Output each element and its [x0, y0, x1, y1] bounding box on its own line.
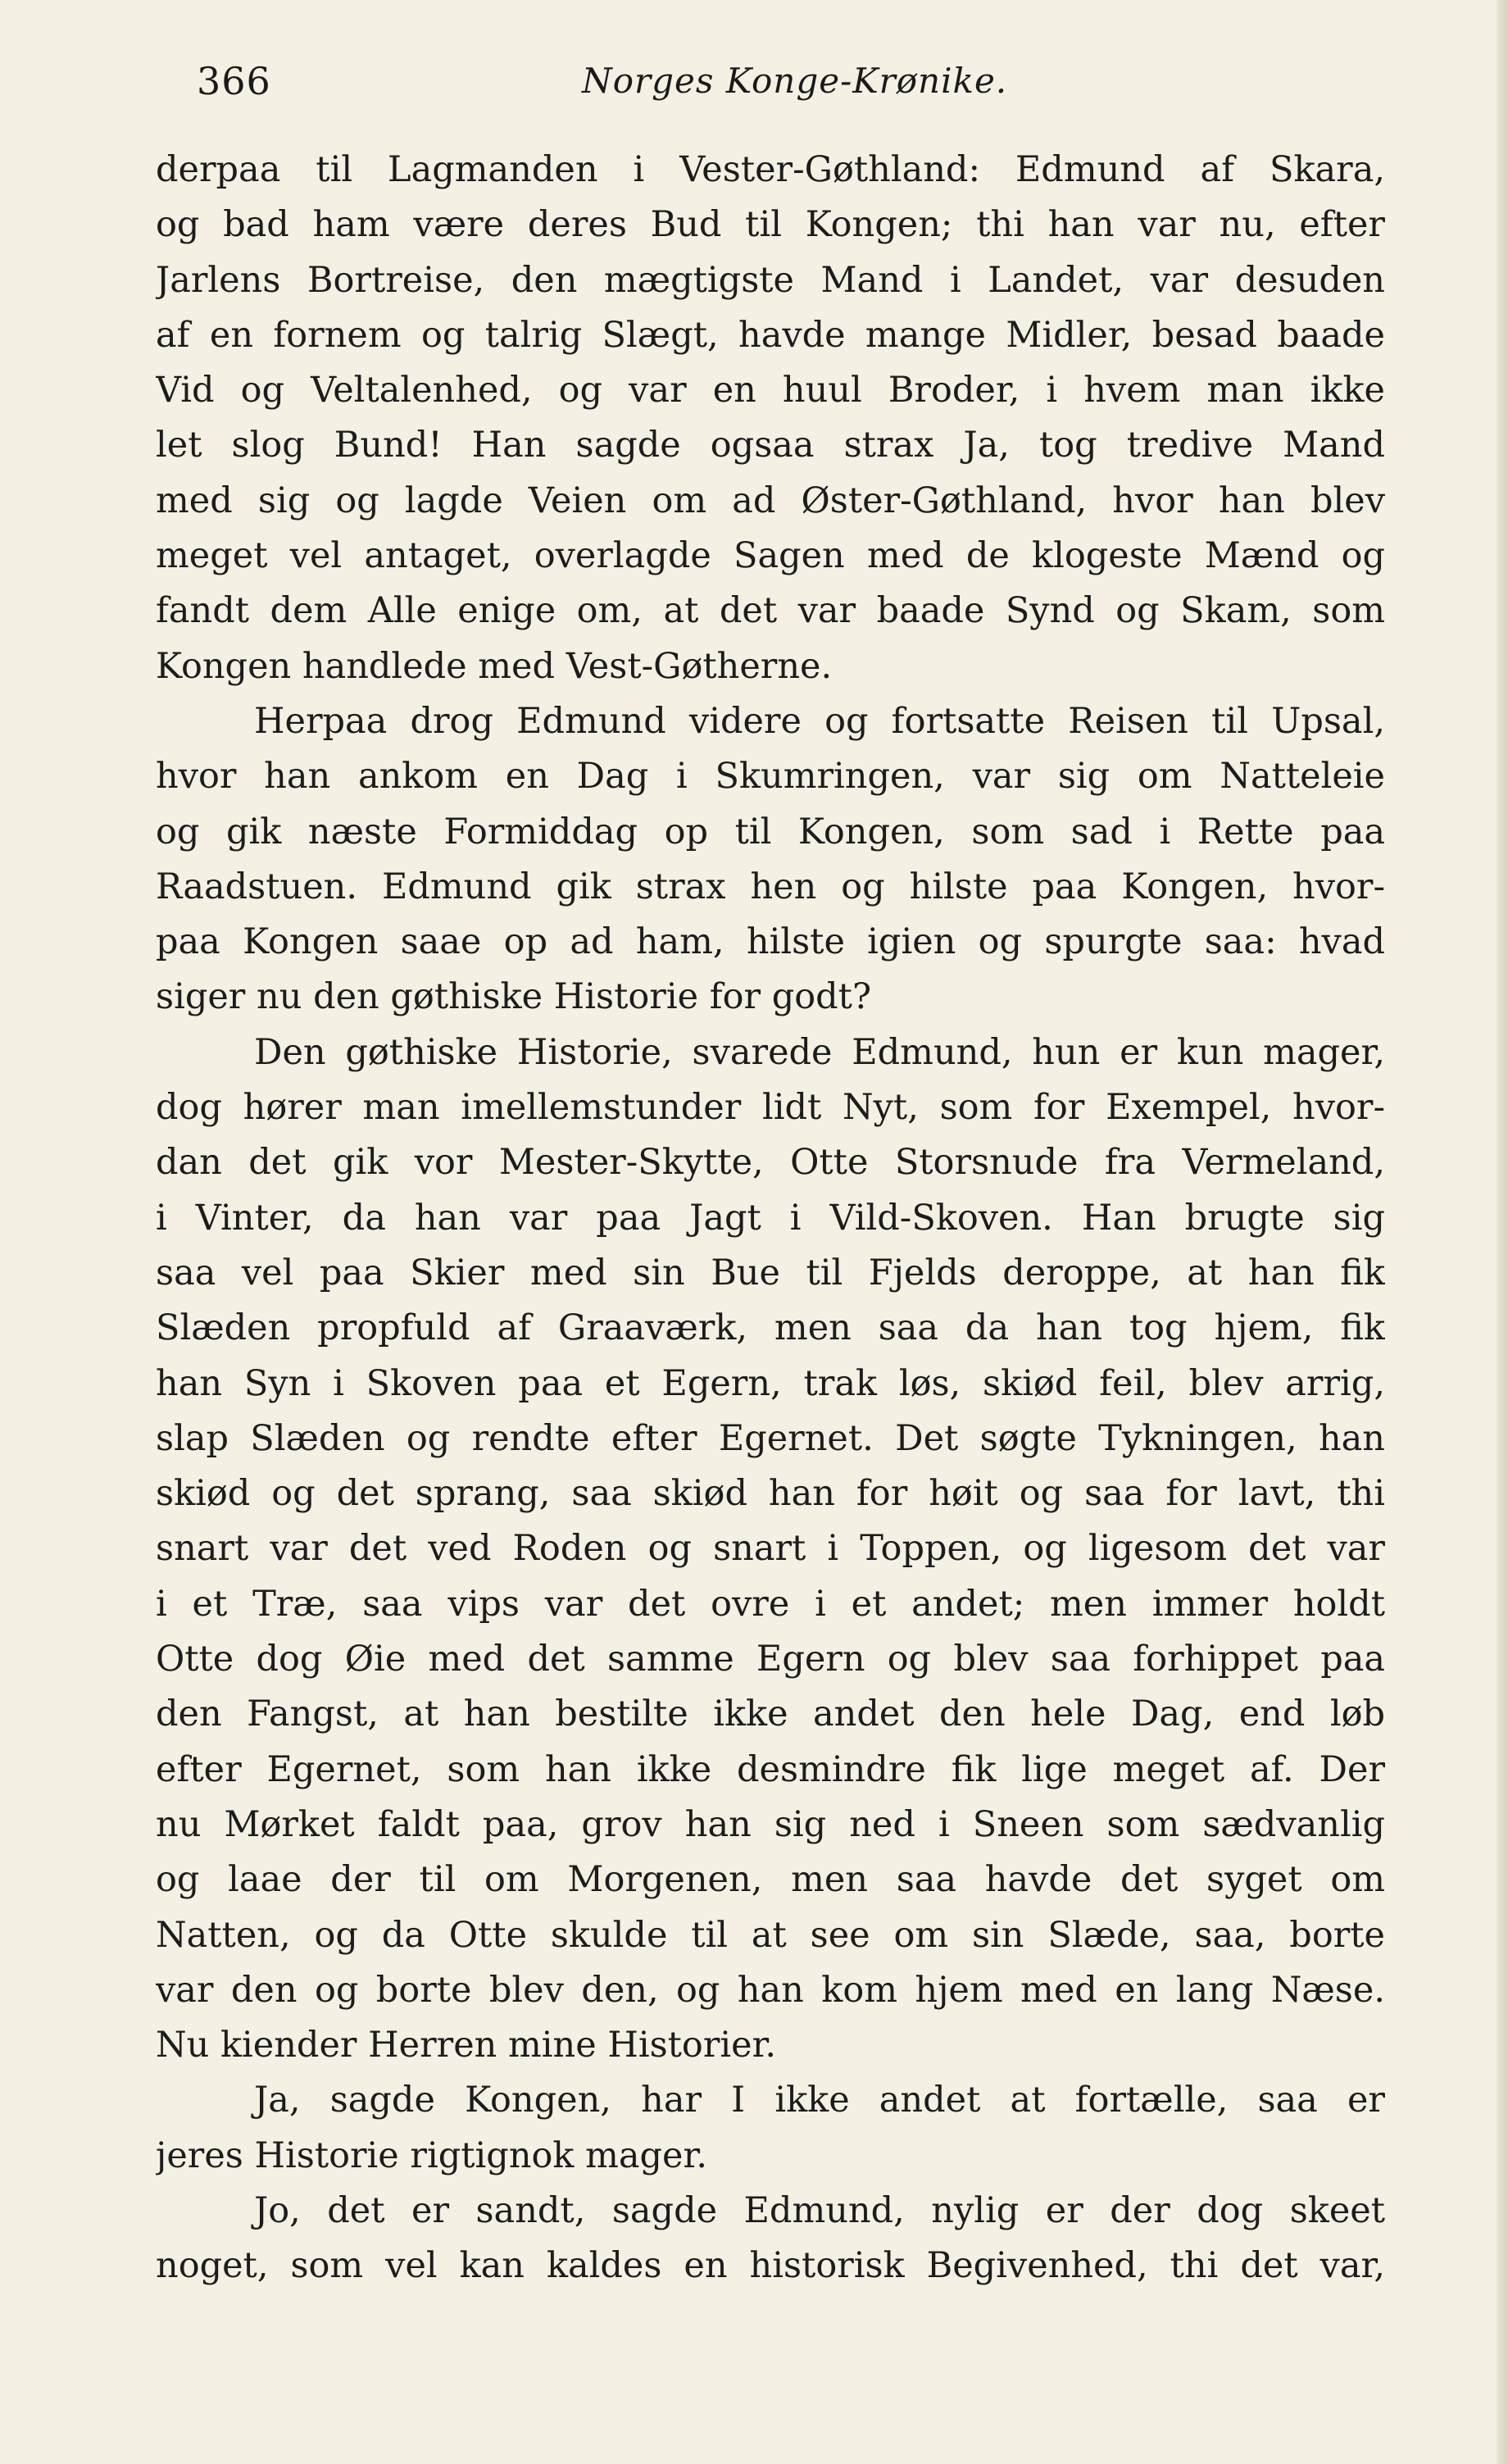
text-line: hvor han ankom en Dag i Skumringen, var sig om Natteleie [156, 756, 1385, 798]
page-header [197, 59, 1410, 108]
text-line: Natten, og da Otte skulde til at see om sin Slæde, saa, borte [156, 1914, 1385, 1956]
text-line: jeres Historie rigtignok mager. [156, 2134, 708, 2176]
text-line: slap Slæden og rendte efter Egernet. Det søgte Tykningen, han [156, 1417, 1385, 1459]
text-line: var den og borte blev den, og han kom hjem med en lang Næse. [156, 1969, 1385, 2011]
text-line: Jarlens Bortreise, den mægtigste Mand i Landet, var desuden [156, 259, 1385, 301]
text-line: Vid og Veltalenhed, og var en huul Broder, i hvem man ikke [156, 370, 1385, 411]
page-binding-edge [1497, 0, 1508, 2464]
body-text [156, 143, 1385, 2294]
text-line: skiød og det sprang, saa skiød han for høit og saa for lavt, thi [156, 1473, 1385, 1515]
text-line: og laae der til om Morgenen, men saa havde det syget om [156, 1859, 1385, 1901]
text-line: og bad ham være deres Bud til Kongen; thi han var nu, efter [156, 204, 1385, 246]
text-line: af en fornem og talrig Slægt, havde mange Midler, besad baade [156, 314, 1385, 356]
text-line: siger nu den gøthiske Historie for godt? [156, 976, 871, 1018]
running-title: Norges Konge-Krønike. [582, 61, 1008, 101]
text-line: Otte dog Øie med det samme Egern og blev saa forhippet paa [156, 1639, 1385, 1680]
text-line: fandt dem Alle enige om, at det var baade Synd og Skam, som [156, 590, 1385, 632]
text-line: dan det gik vor Mester-Skytte, Otte Storsnude fra Vermeland, [156, 1142, 1385, 1184]
text-line: nu Mørket faldt paa, grov han sig ned i Sneen som sædvanlig [156, 1803, 1385, 1845]
text-line: efter Egernet, som han ikke desmindre fik lige meget af. Der [156, 1748, 1385, 1790]
text-line: Nu kiender Herren mine Historier. [156, 2025, 777, 2066]
text-line: i Vinter, da han var paa Jagt i Vild-Skoven. Han brugte sig [156, 1197, 1385, 1239]
text-line: Raadstuen. Edmund gik strax hen og hilste paa Kongen, hvor- [156, 866, 1385, 907]
text-line: han Syn i Skoven paa et Egern, trak løs, skiød feil, blev arrig, [156, 1362, 1385, 1404]
text-line: Kongen handlede med Vest-Gøtherne. [156, 645, 833, 687]
text-line: Slæden propfuld af Graaværk, men saa da han tog hjem, fik [156, 1307, 1385, 1349]
text-line: Ja, sagde Kongen, har I ikke andet at fortælle, saa er [254, 2080, 1385, 2121]
text-line: paa Kongen saae op ad ham, hilste igien og spurgte saa: hvad [156, 921, 1385, 963]
text-line: derpaa til Lagmanden i Vester-Gøthland: Edmund af Skara, [156, 149, 1385, 190]
text-line: Den gøthiske Historie, svarede Edmund, hun er kun mager, [254, 1031, 1385, 1073]
text-line: den Fangst, at han bestilte ikke andet den hele Dag, end løb [156, 1693, 1385, 1735]
text-line: saa vel paa Skier med sin Bue til Fjelds deroppe, at han fik [156, 1252, 1385, 1293]
text-line: Jo, det er sandt, sagde Edmund, nylig er der dog skeet [254, 2189, 1385, 2231]
text-line: meget vel antaget, overlagde Sagen med de klogeste Mænd og [156, 535, 1385, 577]
text-line: med sig og lagde Veien om ad Øster-Gøthland, hvor han blev [156, 480, 1385, 521]
text-line: Herpaa drog Edmund videre og fortsatte Reisen til Upsal, [254, 700, 1385, 742]
text-line: og gik næste Formiddag op til Kongen, som sad i Rette paa [156, 811, 1385, 852]
text-line: let slog Bund! Han sagde ogsaa strax Ja, tog tredive Mand [156, 425, 1385, 466]
text-line: i et Træ, saa vips var det ovre i et andet; men immer holdt [156, 1583, 1385, 1625]
text-line: noget, som vel kan kaldes en historisk Begivenhed, thi det var, [156, 2245, 1385, 2287]
text-line: dog hører man imellemstunder lidt Nyt, som for Exempel, hvor- [156, 1087, 1385, 1129]
page-number: 366 [197, 59, 271, 103]
text-line: snart var det ved Roden og snart i Toppen, og ligesom det var [156, 1528, 1385, 1570]
